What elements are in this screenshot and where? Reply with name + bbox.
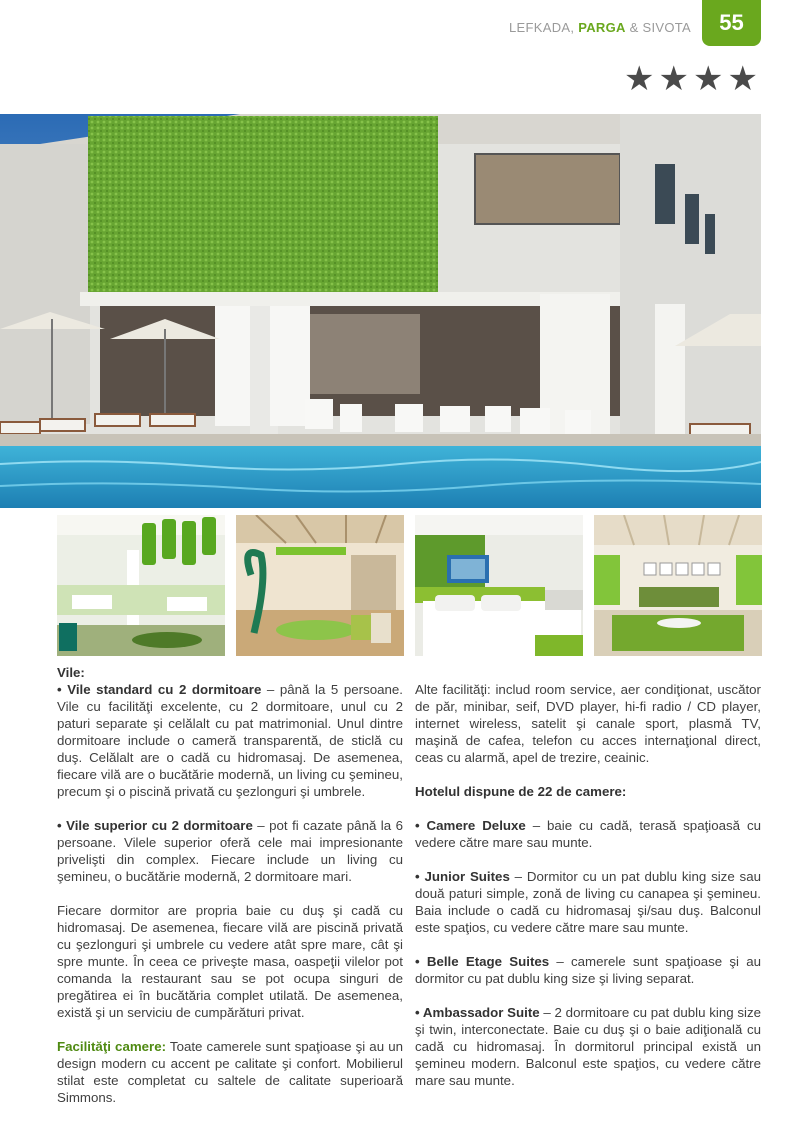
paragraph-standard-villas: [57, 681, 403, 800]
paragraph-junior-suites: [415, 868, 761, 936]
text-column-left: [57, 664, 403, 1123]
thumbnail-bedroom: [415, 515, 583, 656]
standard-villas-title: • Vile standard cu 2 dormitoare: [57, 682, 262, 697]
ambassador-suite-title: • Ambassador Suite: [415, 1005, 540, 1020]
paragraph-room-facilities: [57, 1038, 403, 1106]
paragraph-bedrooms: [57, 902, 403, 1021]
deluxe-rooms-text: – baie cu cadă, terasă spaţioasă cu vedere către mare sau munte.: [415, 818, 761, 850]
bedrooms-text: Fiecare dormitor are propria baie cu duş şi cadă cu hidromasaj. De asemenea, fiecare vilă are piscină privată cu şezlonguri şi umbrele cu vedere atât spre mare, cât şi spre munte. În ceea ce priveşte masa, oaspeţii vilelor pot comanda la restaurant sau se pot ocupa singuri de pregătirea ei în bucătăria complet utilată. De asemenea, există şi un serviciu de cumpărături privat.: [57, 903, 403, 1020]
junior-suites-title: • Junior Suites: [415, 869, 510, 884]
paragraph-ambassador-suite: [415, 1004, 761, 1089]
thumbnail-lobby: [57, 515, 225, 656]
location-sivota: & SIVOTA: [625, 20, 691, 35]
superior-villas-text: – pot fi cazate până la 6 persoane. Vilele superior oferă cele mai impresionante privelişti din complex. Fiecare include un living cu şemineu, o bucătărie modernă, 2 dormitoare mari.: [57, 818, 403, 884]
star-icon: ★: [624, 59, 655, 99]
star-icon: ★: [727, 59, 758, 99]
star-rating: [624, 59, 758, 99]
belle-etage-text: – camerele sunt spaţioase şi au dormitor cu pat dublu king size şi living separat.: [415, 954, 761, 986]
paragraph-other-facilities: [415, 681, 761, 766]
deluxe-rooms-title: • Camere Deluxe: [415, 818, 526, 833]
villas-heading-text: Vile:: [57, 665, 85, 680]
page-number: 55: [702, 0, 761, 46]
room-facilities-text: Toate camerele sunt spaţioase şi au un design modern cu accent pe calitate şi confort. Mobilierul stilat este completat cu saltele de calitate superioară Simmons.: [57, 1039, 403, 1105]
hero-photo-hotel-pool: [0, 114, 761, 508]
standard-villas-text: – până la 5 persoane. Vile cu facilităţi excelente, cu 2 dormitoare, unul cu 2 paturi separate şi celălalt cu pat matrimonial. Unul dintre dormitoare include o cameră transparentă, de sticlă cu duş. Celălalt are o cadă cu hidromasaj. De asemenea, fiecare vilă are o bucătărie modernă, un living cu şemineu, precum şi o piscină privată cu şezlonguri şi umbrele.: [57, 682, 403, 799]
paragraph-belle-etage-suites: [415, 953, 761, 987]
star-icon: ★: [692, 59, 724, 99]
room-count-heading: Hotelul dispune de 22 de camere:: [415, 784, 627, 799]
belle-etage-title: • Belle Etage Suites: [415, 954, 550, 969]
paragraph-room-count: [415, 783, 761, 800]
room-facilities-title: Facilităţi camere:: [57, 1039, 167, 1054]
thumbnail-suite-living: [594, 515, 762, 656]
section-location: [509, 20, 691, 35]
thumbnail-lounge: [236, 515, 404, 656]
paragraph-superior-villas: [57, 817, 403, 885]
ambassador-suite-text: – 2 dormitoare cu pat dublu king size şi twin, interconectate. Baie cu duş şi o baie adiţională cu cadă cu hidromasaj. În dormitorul principal există un şemineu modern. Balconul este spaţios, cu vedere către mare sau munte.: [415, 1005, 761, 1088]
junior-suites-text: – Dormitor cu un pat dublu king size sau două paturi simple, zonă de living cu canapea şi şemineu. Baia include o cadă cu hidromasaj şi/sau duş. Balconul este spaţios, cu vedere către mare sau munte.: [415, 869, 761, 935]
paragraph-deluxe-rooms: [415, 817, 761, 851]
star-icon: ★: [658, 59, 689, 99]
text-column-right: [415, 664, 761, 1106]
villas-heading: [57, 664, 403, 681]
other-facilities-text: Alte facilităţi: includ room service, aer condiţionat, uscător de păr, minibar, seif, DVD player, hi-fi radio / CD player, internet wireless, satelit şi canale sport, plasmă TV, maşină de cafea, telefon cu acces internaţional direct, ceas cu alarmă, apel de trezire, ceainic.: [415, 682, 761, 765]
superior-villas-title: • Vile superior cu 2 dormitoare: [57, 818, 253, 833]
location-parga: PARGA: [578, 20, 626, 35]
location-lefkada: LEFKADA,: [509, 20, 579, 35]
